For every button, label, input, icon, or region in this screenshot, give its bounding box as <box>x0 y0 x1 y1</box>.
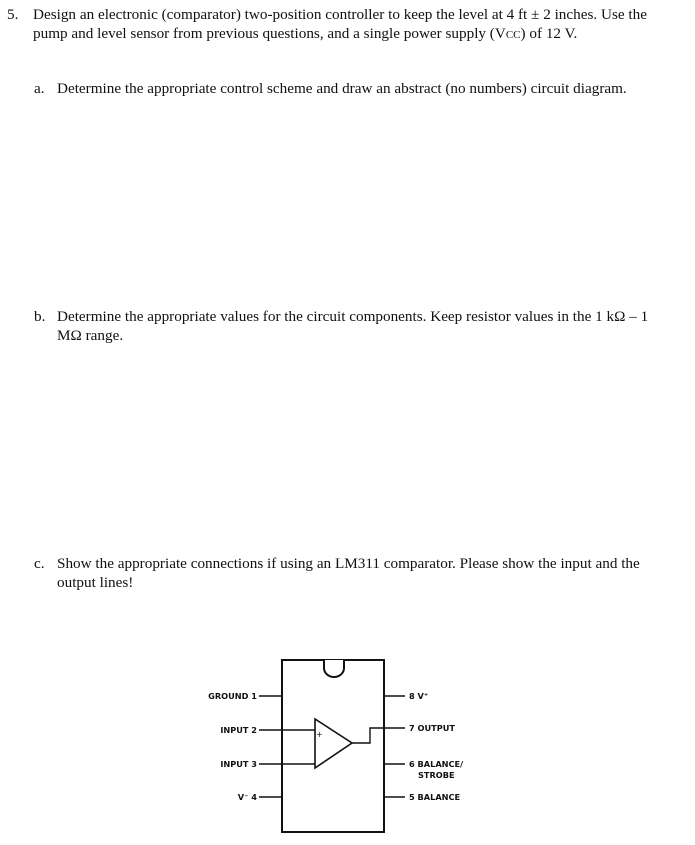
pin-label-output: 7 OUTPUT <box>409 723 455 733</box>
pin-label-balance: 5 BALANCE <box>409 792 461 802</box>
question-text-main: Design an electronic (comparator) two-position controller to keep the level at 4 ft ± 2 inches. Use the pump and level sensor from previous questions, and a single power supply (V <box>33 6 647 42</box>
pin-label-vplus: 8 V⁺ <box>409 691 429 701</box>
pin-label-input3: INPUT 3 <box>220 759 257 769</box>
output-wire <box>352 728 384 743</box>
pin-label-input2: INPUT 2 <box>220 725 257 735</box>
question-text-end: ) of 12 V. <box>520 24 578 42</box>
pin-label-balance-strobe: 6 BALANCE/ <box>409 759 464 769</box>
part-b-text: Determine the appropriate values for the circuit components. Keep resistor values in the 1 kΩ – 1 MΩ range. <box>57 308 649 344</box>
pin-label-ground: GROUND 1 <box>208 691 257 701</box>
part-c-label: c. <box>34 555 45 572</box>
plus-sign: + <box>316 730 323 739</box>
pin-label-vminus: V⁻ 4 <box>237 792 257 802</box>
pin-label-strobe: STROBE <box>418 770 455 780</box>
part-b-label: b. <box>34 308 46 325</box>
part-a-text: Determine the appropriate control scheme and draw an abstract (no numbers) circuit diagram. <box>57 80 627 97</box>
vcc-subscript: CC <box>505 28 521 41</box>
part-a-label: a. <box>34 80 45 97</box>
comparator-symbol <box>315 719 352 768</box>
question-number: 5. <box>7 6 19 23</box>
part-c-text: Show the appropriate connections if using an LM311 comparator. Please show the input and the output lines! <box>57 555 640 591</box>
chip-notch <box>324 660 344 677</box>
